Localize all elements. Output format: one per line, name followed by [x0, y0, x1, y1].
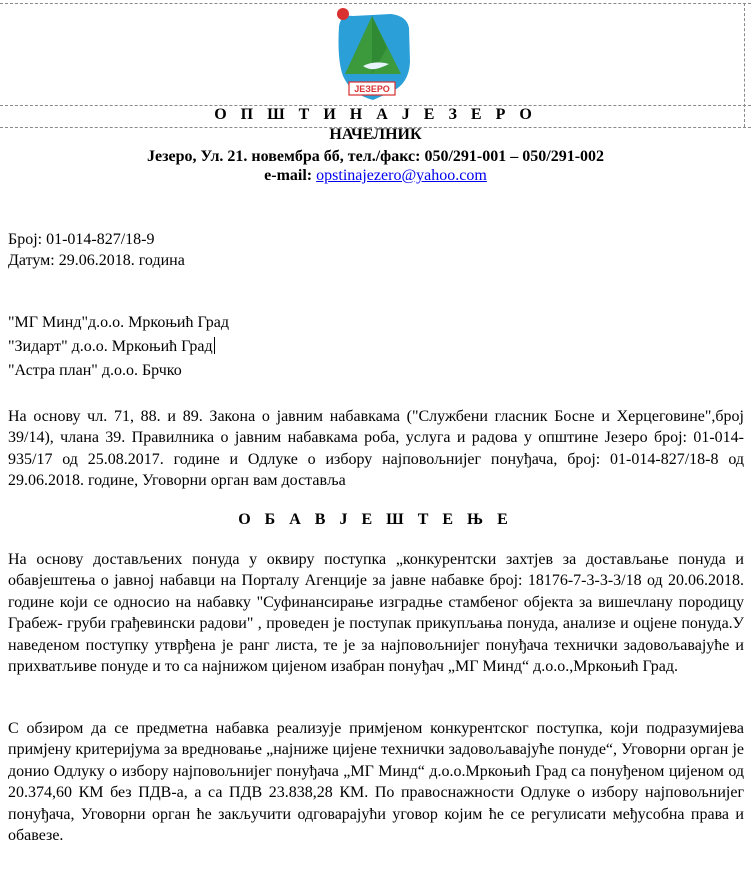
office-name: НАЧЕЛНИК	[329, 126, 422, 143]
email-label: e-mail:	[264, 167, 313, 184]
notice-paragraph-2: С обзиром да се предметна набавка реализује примјеном конкурентског поступка, који подразумијева примјену критеријума за вредновање „најниже цијене технички задовољавајуће понуде“, Уговорни орган је донио Одлуку о избору најповољнијег понуђача „МГ Минд“ д.о.о.Мркоњић Град са понуђеном цијеном од 20.374,60 КМ без ПДВ-а, а са ПДВ 23.838,28 КМ. По правоснажности Одлуке о избору најповољнијег понуђача, Уговорни орган ће закључити одговарајући уговор којим ће се регулисати међусобна права и обавезе.	[8, 720, 744, 845]
recipient-1: "МГ Минд"д.о.о. Мркоњић Град	[8, 314, 229, 331]
email-line	[0, 167, 751, 185]
municipality-logo	[331, 4, 413, 104]
recipient-3: "Астра план" д.о.о. Брчко	[8, 362, 182, 379]
notice-paragraph-1: На основу достављених понуда у оквиру поступка „конкурентски захтјев за достављање понуда и обавјештења о јавној набавци на Порталу Агенције за јавне набавке број: 18176-7-3-3-3/18 од 20.06.2018. године који се односио на набавку "Суфинансирање изградње стамбеног објекта за вишечлану породицу Грабеж- груби грађевински радови" , проведен је поступак прикупљања понуда, анализе и оцјене понуда.У наведеном поступку утврђена је ранг листа, те је за најповољнијег понуђача технички задовољавајуће и прихватљиве понуде и то са најнижом цијеном изабран понуђач „МГ Минд“ д.о.о.,Мркоњић Град.	[8, 551, 744, 676]
recipient-2	[8, 336, 215, 357]
logo-text: ЈЕЗЕРО	[354, 84, 390, 94]
reference-number: Број: 01-014-827/18-9	[8, 231, 155, 248]
intro-paragraph: На основу чл. 71, 88. и 89. Закона о јавним набавкама ("Службени гласник Босне и Херцеговине",број 39/14), члана 39. Правилника о јавним набавкама роба, услуга и радова у општине Језеро број: 01-014-935/17 од 25.08.2017. године и Одлуке о избору најповољнијег понуђача, број: 01-014-827/18-8 од 29.06.2018. године, Уговорни орган вам доставља	[8, 408, 744, 490]
text-cursor	[214, 337, 215, 354]
reference-date: Датум: 29.06.2018. година	[8, 252, 185, 269]
recipient-2-text: "Зидарт" д.о.о. Мркоњић Град	[8, 338, 213, 355]
municipality-address: Језеро, Ул. 21. новембра бб, тел./факс: 050/291-001 – 050/291-002	[146, 148, 605, 165]
notice-title: О Б А В Ј Е Ш Т Е Њ Е	[238, 511, 513, 528]
email-link[interactable]: opstinajezero@yahoo.com	[316, 167, 487, 184]
municipality-name: О П Ш Т И Н А Ј Е З Е Р О	[214, 106, 537, 123]
